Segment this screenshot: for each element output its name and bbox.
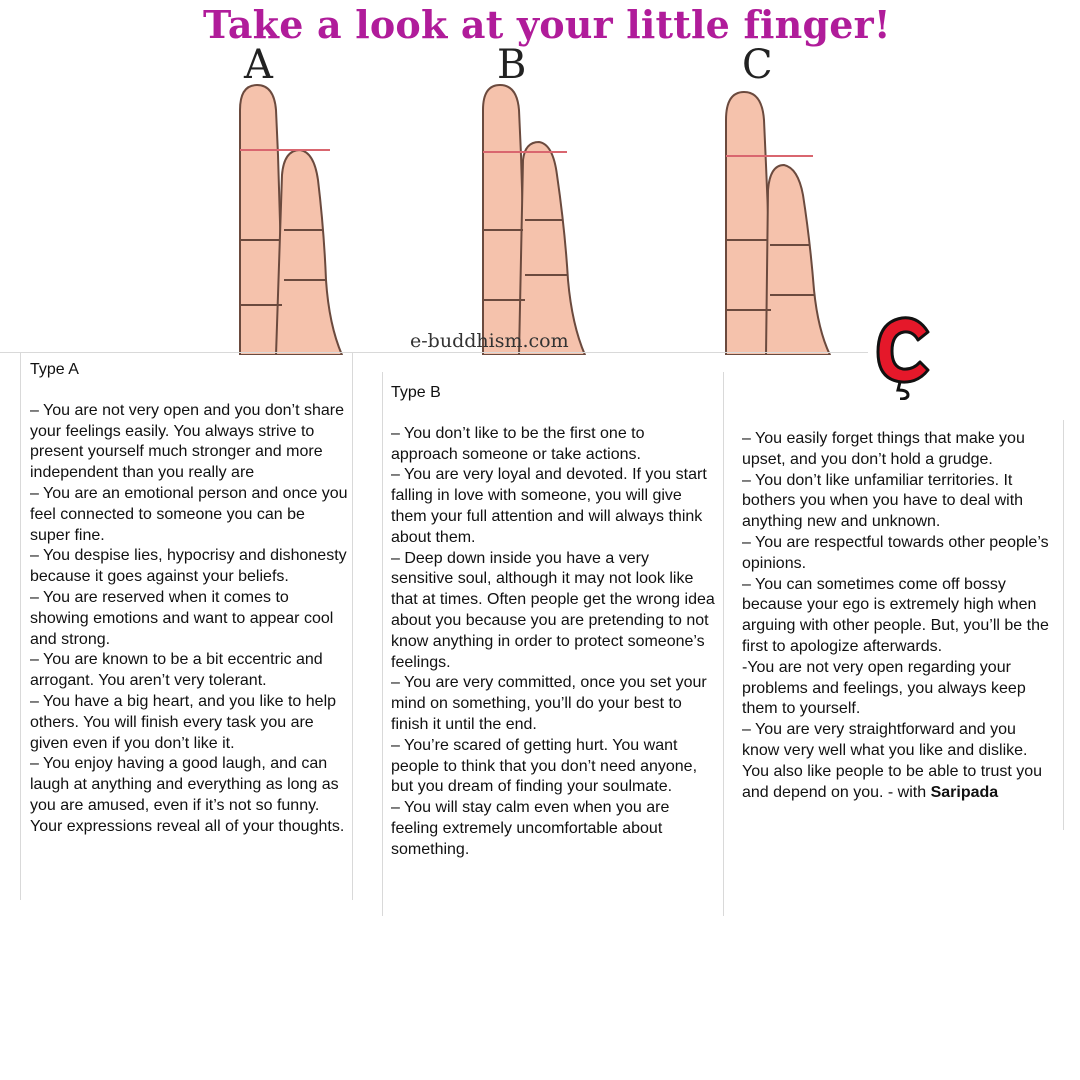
trait-item: – You are very loyal and devoted. If you start falling in love with someone, you will give them your full attention and will always think about them. [391,466,707,546]
trait-item: – You are reserved when it comes to showing emotions and want to appear cool and strong. [30,588,334,648]
trait-item: – You are not very open and you don’t share your feelings easily. You always strive to present yourself much stronger and more independent than you really are [30,401,345,482]
trait-item: – Deep down inside you have a very sensitive soul, although it may not look like that at times. Often people get the wrong idea about you because you are pretending to not know anything in order to protect someone’s feelings. [391,549,715,671]
hand-label-b: B [497,42,527,88]
divider [20,352,21,900]
trait-item: – You have a big heart, and you like to help others. You will finish every task you are given even if you don’t like it. [30,692,337,752]
trait-item: – You don’t like unfamiliar territories. It bothers you when you have to deal with anything new and unknown. [742,471,1024,531]
trait-item: – You are known to be a bit eccentric and arrogant. You aren’t very tolerant. [30,651,323,690]
divider [382,372,383,916]
divider [723,372,724,916]
trait-item: – You don’t like to be the first one to approach someone or take actions. [391,424,645,463]
trait-item: -You are not very open regarding your problems and feelings, you always keep them to yourself. [742,658,1026,718]
source-credit: e-buddhism.com [410,330,569,352]
trait-item: – You despise lies, hypocrisy and dishonesty because it goes against your beliefs. [30,547,347,586]
little-finger-shape [766,165,830,355]
type-b-column [391,383,715,861]
hand-label-a: A [244,42,273,88]
page-title: Take a look at your little finger! [203,2,891,47]
trait-item: – You are an emotional person and once you feel connected to someone you can be super fine. [30,484,348,544]
trait-item: – You can sometimes come off bossy because your ego is extremely high when arguing with other people. But, you’ll be the first to apologize afterwards. [742,575,1049,655]
trait-item: – You’re scared of getting hurt. You want people to think that you don’t need anyone, but you dream of finding your soulmate. [391,736,698,796]
trait-item: – You easily forget things that make you upset, and you don’t hold a grudge. [742,430,1025,468]
hand-b-illustration [475,80,605,355]
hand-label-c: C [742,42,773,88]
little-finger-shape [276,150,342,355]
trait-item-with-tag [742,720,1054,803]
little-finger-shape [519,142,585,355]
type-a-column [30,360,348,838]
divider [0,352,868,353]
trait-text: – You are very straightforward and you know very well what you like and dislike. You also like people to be able to trust you and depend on you. - with [742,721,1043,801]
c-cedilla-logo-icon [868,310,943,400]
trait-item: – You will stay calm even when you are feeling extremely uncomfortable about something. [391,799,670,858]
type-b-heading: Type B [391,384,441,401]
hand-a-illustration [232,80,362,355]
trait-item: – You enjoy having a good laugh, and can laugh at anything and everything as long as you are amused, even if it’s not so funny. Your expressions reveal all of your thoughts. [30,755,345,835]
divider [1063,420,1064,830]
type-c-column [742,429,1054,803]
tagged-user-link[interactable]: Saripada [930,783,999,801]
type-a-heading: Type A [30,361,79,378]
hand-c-illustration [718,80,848,355]
divider [352,352,353,900]
trait-item: – You are respectful towards other people’s opinions. [742,533,1049,572]
trait-item: – You are very committed, once you set your mind on something, you’ll do your best to finish it until the end. [391,674,707,733]
